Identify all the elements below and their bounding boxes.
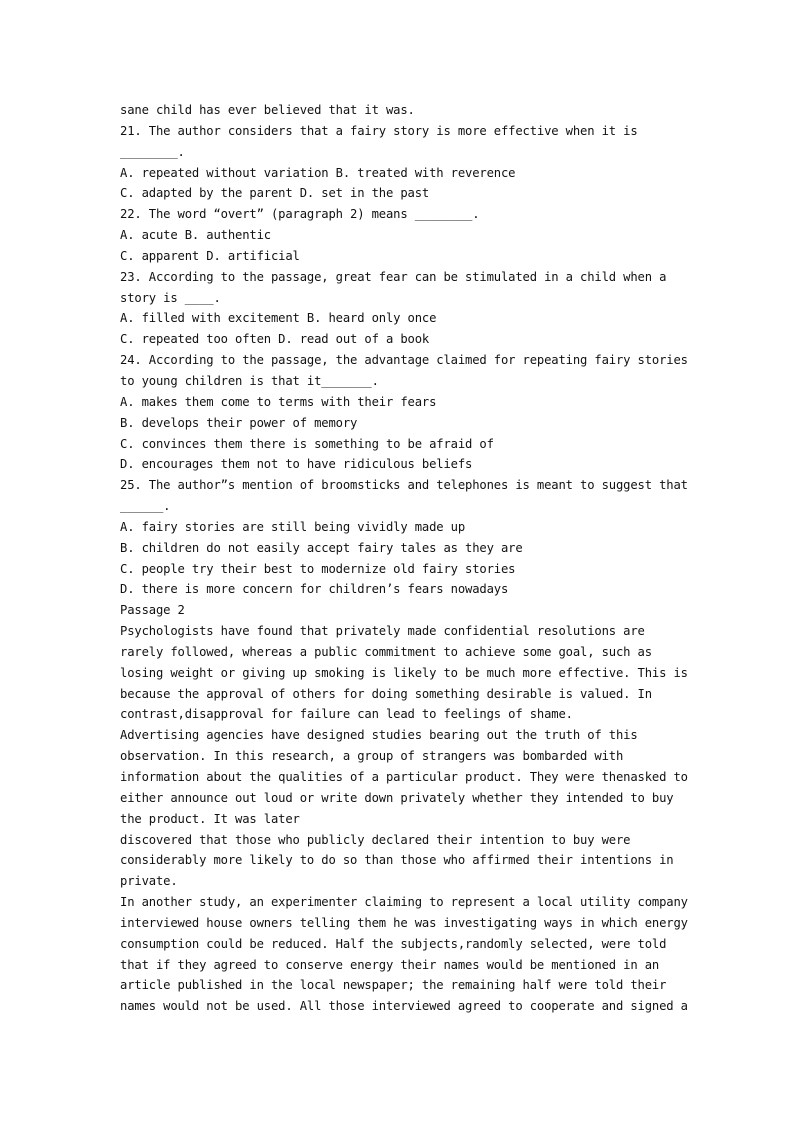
question-24-stem: 24. According to the passage, the advantage claimed for repeating fairy stories	[120, 353, 688, 368]
passage-2-text-line: that if they agreed to conserve energy their names would be mentioned in an	[120, 957, 660, 972]
passage-2-text-line: because the approval of others for doing something desirable is valued. In	[120, 686, 652, 701]
passage-2-text-line: either announce out loud or write down privately whether they intended to buy	[120, 790, 674, 805]
passage-2-text-line: article published in the local newspaper; the remaining half were told their	[120, 978, 667, 993]
passage-2-text-line: Advertising agencies have designed studies bearing out the truth of this	[120, 728, 638, 743]
passage-2-text-line: names would not be used. All those interviewed agreed to cooperate and signed a	[120, 999, 688, 1014]
question-24-option-c: C. convinces them there is something to be afraid of	[120, 436, 494, 451]
question-22-options-cd: C. apparent D. artificial	[120, 248, 300, 263]
question-21-options-ab: A. repeated without variation B. treated with reverence	[120, 165, 516, 180]
passage-2-text-line: private.	[120, 874, 178, 889]
question-23-stem-cont: story is ____.	[120, 290, 221, 305]
question-25-option-d: D. there is more concern for children’s fears nowadays	[120, 582, 509, 597]
question-24-option-d: D. encourages them not to have ridiculous beliefs	[120, 457, 473, 472]
passage-2-text-line: In another study, an experimenter claiming to represent a local utility company	[120, 895, 688, 910]
question-22-stem: 22. The word “overt” (paragraph 2) means ________.	[120, 207, 480, 222]
passage-2-text-line: consumption could be reduced. Half the subjects,randomly selected, were told	[120, 936, 667, 951]
passage-2-text-line: considerably more likely to do so than those who affirmed their intentions in	[120, 853, 674, 868]
question-23-options-ab: A. filled with excitement B. heard only once	[120, 311, 437, 326]
passage-2-text-line: rarely followed, whereas a public commitment to achieve some goal, such as	[120, 644, 652, 659]
text-line: sane child has ever believed that it was.	[120, 103, 415, 117]
passage-2-text-line: discovered that those who publicly declared their intention to buy were	[120, 832, 631, 847]
passage-2-text-line: the product. It was later	[120, 811, 300, 826]
question-25-option-a: A. fairy stories are still being vividly made up	[120, 519, 465, 534]
question-23-stem: 23. According to the passage, great fear can be stimulated in a child when a	[120, 269, 667, 284]
question-23-options-cd: C. repeated too often D. read out of a book	[120, 332, 430, 347]
question-22-options-ab: A. acute B. authentic	[120, 228, 271, 243]
passage-2-text-line: information about the qualities of a particular product. They were thenasked to	[120, 770, 688, 784]
question-24-option-b: B. develops their power of memory	[120, 415, 358, 430]
question-25-stem: 25. The author”s mention of broomsticks and telephones is meant to suggest that	[120, 478, 688, 493]
passage-2-text-line: contrast,disapproval for failure can lead to feelings of shame.	[120, 707, 573, 722]
question-25-option-c: C. people try their best to modernize old fairy stories	[120, 561, 516, 576]
question-24-option-a: A. makes them come to terms with their fears	[120, 394, 437, 409]
passage-2-text-line: losing weight or giving up smoking is likely to be much more effective. This is	[120, 665, 688, 680]
passage-2-text-line: Psychologists have found that privately made confidential resolutions are	[120, 624, 645, 639]
question-25-option-b: B. children do not easily accept fairy tales as they are	[120, 540, 523, 555]
question-24-stem-cont: to young children is that it_______.	[120, 373, 379, 388]
passage-2-text-line: interviewed house owners telling them he was investigating ways in which energy	[120, 915, 688, 930]
passage-2-text-line: observation. In this research, a group of strangers was bombarded with	[120, 749, 624, 764]
question-21-blank: ________.	[120, 144, 185, 159]
passage-2-heading: Passage 2	[120, 603, 185, 618]
question-21-options-cd: C. adapted by the parent D. set in the past	[120, 186, 430, 201]
document-body	[120, 100, 688, 1017]
question-25-blank: ______.	[120, 499, 171, 514]
question-21-stem: 21. The author considers that a fairy story is more effective when it is	[120, 123, 638, 138]
